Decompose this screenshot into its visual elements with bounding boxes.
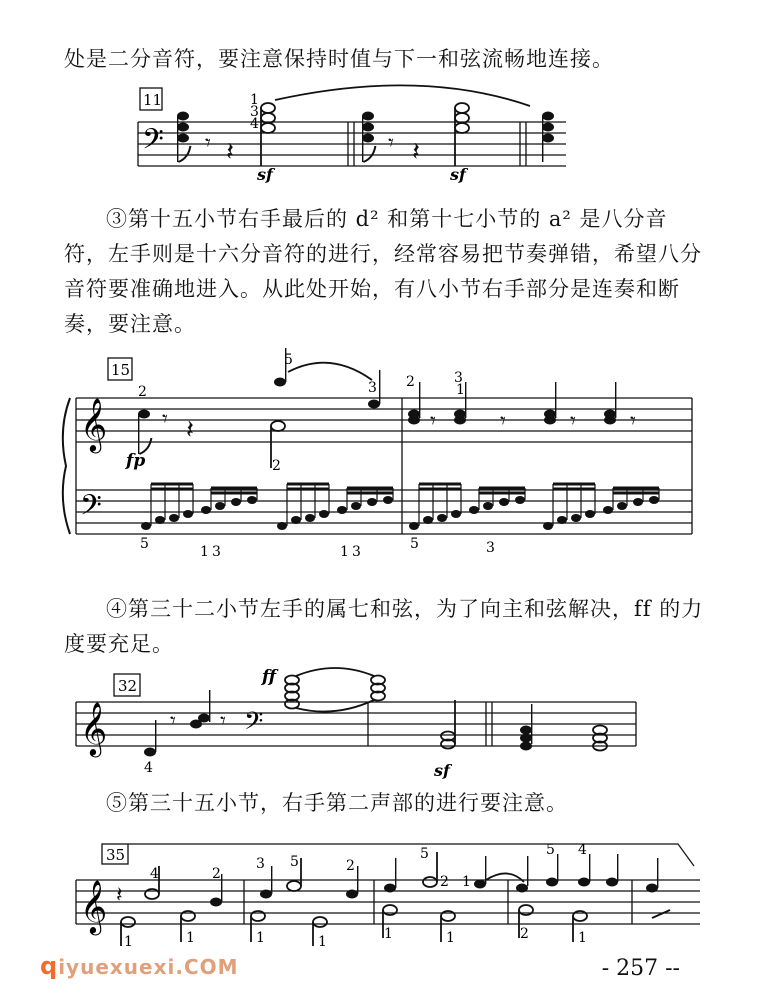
fingering: 2 [346, 858, 355, 874]
fingering: 5 [290, 854, 299, 870]
fingering: 4 [144, 760, 153, 776]
dynamic-marking: sf [434, 761, 450, 780]
fingering: 1 [462, 874, 471, 890]
fingering: 3 [250, 104, 259, 120]
svg-text:𝄽: 𝄽 [412, 137, 420, 167]
treble-clef: 𝄞 [80, 879, 108, 933]
treble-clef: 𝄞 [80, 701, 108, 755]
fingering: 3 [368, 380, 377, 396]
site-watermark [40, 952, 239, 980]
bass-clef: 𝄢 [244, 707, 264, 742]
fingering: 5 [410, 536, 419, 552]
treble-clef: 𝄞 [80, 397, 108, 451]
svg-text:𝄽: 𝄽 [226, 137, 234, 167]
fingering: 4 [150, 866, 159, 882]
svg-text:𝄾: 𝄾 [500, 409, 506, 434]
dynamic-marking: sf [450, 165, 466, 184]
svg-text:𝄾: 𝄾 [170, 709, 176, 734]
fingering: 1 [124, 934, 133, 950]
svg-text:𝄽: 𝄽 [186, 415, 194, 445]
page-number: - 257 -- [602, 956, 680, 981]
paragraph-note-4: ④第三十二小节左手的属七和弦，为了向主和弦解决，ff 的力度要充足。 [64, 597, 704, 656]
music-excerpt-measure-32 [0, 660, 772, 790]
music-excerpt-measure-35 [0, 830, 772, 950]
svg-text:𝄾: 𝄾 [388, 131, 394, 156]
watermark-logo-q: q [40, 952, 59, 980]
fingering: 1 [200, 544, 209, 560]
fingering: 3 [256, 856, 265, 872]
fingering: 1 [446, 930, 455, 946]
fingering: 4 [578, 842, 587, 858]
fingering: 3 [212, 544, 221, 560]
fingering: 2 [520, 926, 529, 942]
measure-number: 32 [118, 677, 138, 695]
measure-number: 15 [111, 361, 131, 379]
svg-text:𝄾: 𝄾 [220, 709, 226, 734]
fingering: 2 [138, 384, 147, 400]
fingering: 1 [456, 382, 465, 398]
fingering: 5 [546, 842, 555, 858]
dynamic-marking: sf [257, 165, 273, 184]
paragraph-note-5: ⑤第三十五小节，右手第二声部的进行要注意。 [106, 791, 568, 815]
svg-text:𝄽: 𝄽 [116, 883, 123, 908]
fingering: 1 [384, 926, 393, 942]
svg-text:𝄾: 𝄾 [630, 409, 636, 434]
fingering: 2 [406, 374, 415, 390]
fingering: 3 [352, 544, 361, 560]
fingering: 4 [250, 116, 259, 132]
fingering: 3 [454, 370, 463, 386]
watermark-text: iyuexuexi.COM [58, 955, 239, 979]
fingering: 2 [440, 874, 449, 890]
dynamic-marking: fp [126, 451, 146, 471]
bass-clef: 𝄢 [80, 489, 102, 529]
svg-text:𝄾: 𝄾 [430, 409, 436, 434]
fingering: 2 [212, 866, 221, 882]
fingering: 1 [186, 930, 195, 946]
fingering: 1 [256, 930, 265, 946]
paragraph-note-3: ③第十五小节右手最后的 d² 和第十七小节的 a² 是八分音符，左手则是十六分音符的进行，经常容易把节奏弹错，希望八分音符要准确地进入。从此处开始，有八小节右手部分是连奏和断奏，要注意。 [64, 207, 702, 336]
fingering: 1 [578, 930, 587, 946]
dynamic-marking: ff [262, 667, 277, 687]
music-excerpt-measure-15 [0, 340, 772, 580]
fingering: 5 [140, 536, 149, 552]
fingering: 1 [318, 934, 327, 950]
fingering: 5 [420, 846, 429, 862]
fingering: 5 [284, 352, 293, 368]
fingering: 1 [340, 544, 349, 560]
fingering: 1 [250, 92, 259, 108]
fingering: 3 [486, 540, 495, 556]
measure-number: 35 [106, 846, 126, 864]
bass-clef: 𝄢 [142, 123, 164, 163]
paragraph-intro: 处是二分音符，要注意保持时值与下一和弦流畅地连接。 [64, 47, 614, 71]
measure-number: 11 [143, 91, 163, 109]
svg-text:𝄾: 𝄾 [205, 131, 211, 156]
svg-text:𝄾: 𝄾 [162, 407, 168, 432]
svg-text:𝄾: 𝄾 [570, 409, 576, 434]
fingering: 2 [272, 458, 281, 474]
